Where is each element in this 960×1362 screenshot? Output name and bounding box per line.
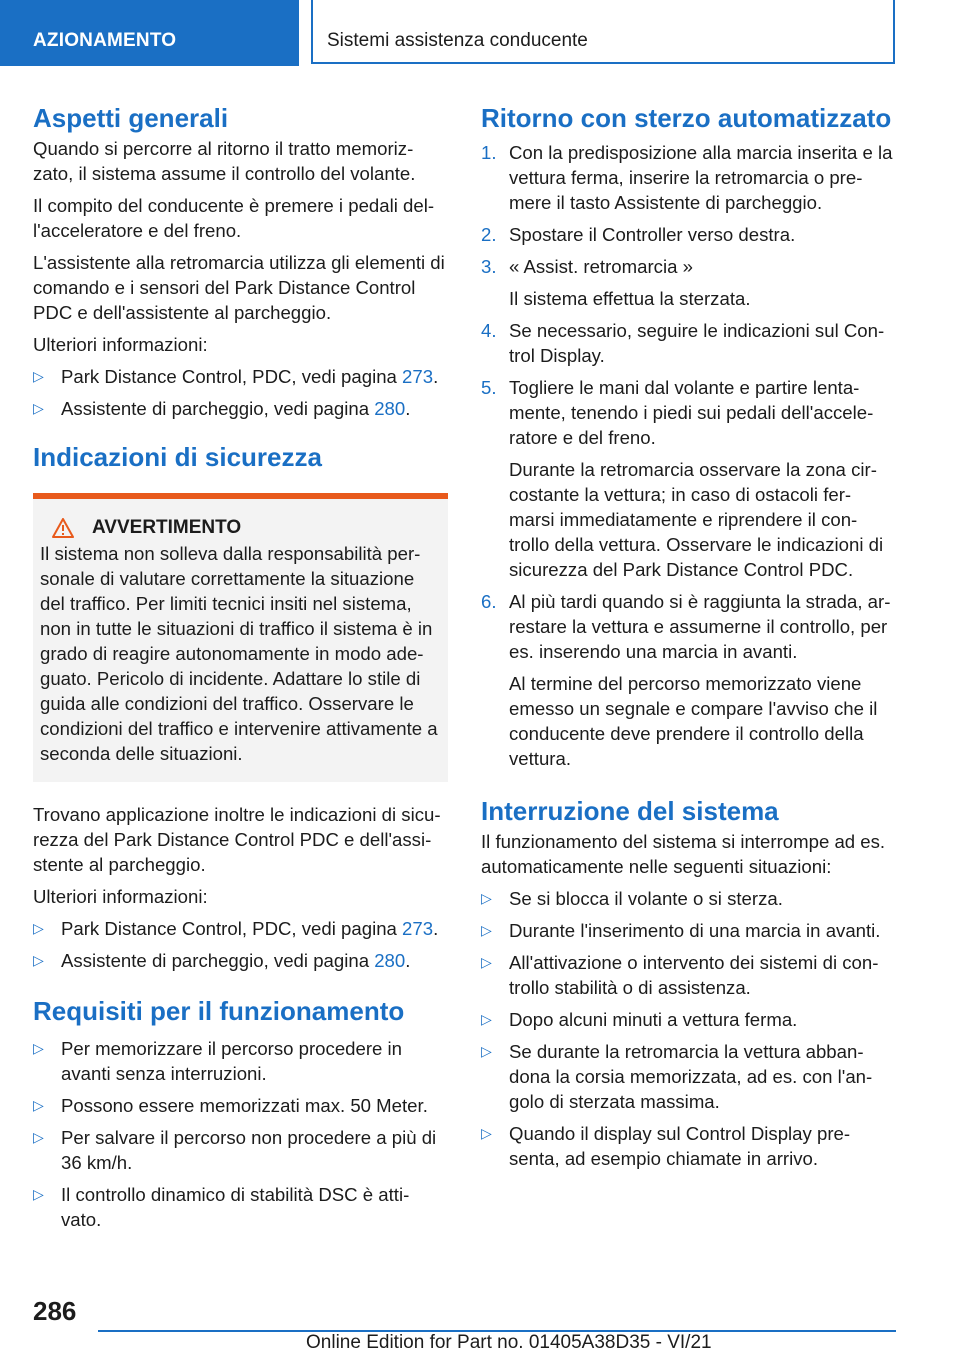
warning-title: AVVERTIMENTO — [92, 517, 242, 538]
bullet-icon: ▷ — [481, 1125, 492, 1141]
heading-aspetti-generali: Aspetti generali — [33, 103, 229, 133]
paragraph: Trovano applicazione inoltre le indicazioni di sicu-rezza del Park Distance Control PDC e dell'assi-stente al parcheggio. — [33, 804, 441, 875]
bullet-icon: ▷ — [33, 952, 44, 968]
section-tab: AZIONAMENTO — [0, 0, 299, 66]
list-item: ▷ Assistente di parcheggio, vedi pagina 280. — [33, 398, 411, 419]
warning-text: Il sistema non solleva dalla responsabilità per-sonale di valutare correttamente la situazione del traffico. Per limiti tecnici insiti nel sistema, non in tutte le situazioni di traffico il sistema è in grado di reagire autonomamente in modo ade-guato. Pericolo di incidente. Adattare lo stile di guida alle condizioni del traffico. Osservare le condizioni del traffico e intervenire attivamente a seconda delle situazioni. — [40, 543, 438, 764]
step-item: 4. Se necessario, seguire le indicazioni sul Con-trol Display. — [481, 320, 885, 366]
requirements-list — [33, 1036, 448, 1232]
bullet-icon: ▷ — [33, 1186, 44, 1202]
step-extra: Al termine del percorso memorizzato viene emesso un segnale e compare l'avviso che il conducente deve prendere il controllo della vettura. — [509, 673, 878, 769]
heading-indicazioni-sicurezza: Indicazioni di sicurezza — [33, 442, 322, 472]
more-info-label: Ulteriori informazioni: — [33, 334, 208, 355]
bullet-icon: ▷ — [33, 920, 44, 936]
heading-interruzione: Interruzione del sistema — [481, 796, 779, 826]
bullet-icon: ▷ — [481, 954, 492, 970]
bullet-icon: ▷ — [33, 368, 44, 384]
page-link[interactable]: 280 — [374, 950, 406, 971]
page-number: 286 — [33, 1296, 77, 1326]
list-item: ▷ Quando il display sul Control Display pre-senta, ad esempio chiamate in arrivo. — [481, 1123, 851, 1169]
bullet-icon: ▷ — [481, 890, 492, 906]
bullet-icon: ▷ — [481, 922, 492, 938]
paragraph: Il compito del conducente è premere i pedali del-l'acceleratore e del freno. — [33, 195, 435, 241]
step-number: 4. — [481, 320, 497, 341]
list-item: ▷ Park Distance Control, PDC, vedi pagina 273. — [33, 918, 439, 939]
step-number: 5. — [481, 377, 497, 398]
page-header — [0, 0, 960, 66]
bullet-icon: ▷ — [481, 1043, 492, 1059]
list-item: ▷ All'attivazione o intervento dei sistemi di con-trollo stabilità o di assistenza. — [481, 952, 879, 998]
step-item: 2. Spostare il Controller verso destra. — [481, 224, 796, 245]
list-item: ▷ Possono essere memorizzati max. 50 Meter. — [33, 1095, 428, 1116]
left-column — [33, 100, 448, 1232]
bullet-icon: ▷ — [33, 400, 44, 416]
heading-ritorno-sterzo: Ritorno con sterzo automatizzato — [481, 103, 892, 133]
list-item: ▷ Per salvare il percorso non procedere a più di 36 km/h. — [33, 1127, 437, 1173]
page-link[interactable]: 273 — [402, 366, 434, 387]
paragraph: L'assistente alla retromarcia utilizza gli elementi di comando e i sensori del Park Distance Control PDC e dell'assistente al parcheggio. — [33, 252, 445, 323]
page-link[interactable]: 280 — [374, 398, 406, 419]
more-info-list — [33, 364, 448, 421]
edition-note: Online Edition for Part no. 01405A38D35 - VI/21 — [306, 1332, 712, 1353]
chapter-title: Sistemi assistenza conducente — [311, 0, 895, 64]
step-item: 1. Con la predisposizione alla marcia inserita e la vettura ferma, inserire la retromarcia o pre-mere il tasto Assistente di parcheggio. — [481, 142, 893, 213]
interruption-list — [481, 886, 896, 1171]
right-column — [481, 100, 896, 1171]
heading-requisiti: Requisiti per il funzionamento — [33, 996, 405, 1026]
more-info-label: Ulteriori informazioni: — [33, 886, 208, 907]
list-item: ▷ Se si blocca il volante o si sterza. — [481, 888, 783, 909]
step-item: 6. Al più tardi quando si è raggiunta la strada, ar-restare la vettura e assumerne il controllo, per es. inserendo una marcia in avanti. Al termine del percorso memorizzato viene emesso un segnale e compare l'avviso che il conducente deve prendere il controllo della vettura. — [481, 589, 896, 771]
step-number: 2. — [481, 224, 497, 245]
more-info-list — [33, 916, 448, 973]
list-item: ▷ Il controllo dinamico di stabilità DSC è atti-vato. — [33, 1184, 410, 1230]
bullet-icon: ▷ — [33, 1040, 44, 1056]
list-item: ▷ Durante l'inserimento di una marcia in avanti. — [481, 920, 881, 941]
step-number: 3. — [481, 256, 497, 277]
step-item: 5. Togliere le mani dal volante e partire lenta-mente, tenendo i piedi sui pedali dell'accele-ratore e del freno. Durante la retromarcia osservare la zona cir-costante la vettura; in caso di ostacoli fer-marsi immediatamente e riprendere il con-trollo della vettura. Osservare le indicazioni di sicurezza del Park Distance Control PDC. — [481, 375, 896, 582]
bullet-icon: ▷ — [481, 1011, 492, 1027]
list-item: ▷ Per memorizzare il percorso procedere in avanti senza interruzioni. — [33, 1038, 403, 1084]
step-number: 1. — [481, 142, 497, 163]
list-item: ▷ Assistente di parcheggio, vedi pagina 280. — [33, 950, 411, 971]
list-item: ▷ Se durante la retromarcia la vettura abban-dona la corsia memorizzata, ad es. con l'an-golo di sterzata massima. — [481, 1041, 873, 1112]
step-extra: Durante la retromarcia osservare la zona cir-costante la vettura; in caso di ostacoli fer-marsi immediatamente e riprendere il con-trollo della vettura. Osservare le indicazioni di sicurezza del Park Distance Control PDC. — [509, 459, 884, 580]
paragraph: Quando si percorre al ritorno il tratto memoriz-zato, il sistema assume il controllo del volante. — [33, 138, 416, 184]
list-item: ▷ Dopo alcuni minuti a vettura ferma. — [481, 1009, 798, 1030]
warning-triangle-icon — [52, 518, 74, 538]
bullet-icon: ▷ — [33, 1097, 44, 1113]
step-number: 6. — [481, 591, 497, 612]
warning-header — [40, 515, 440, 541]
warning-box — [33, 493, 448, 782]
step-item: 3. « Assist. retromarcia » Il sistema effettua la sterzata. — [481, 254, 896, 311]
bullet-icon: ▷ — [33, 1129, 44, 1145]
paragraph: Il funzionamento del sistema si interrompe ad es. automaticamente nelle seguenti situazioni: — [481, 831, 886, 877]
step-extra: Il sistema effettua la sterzata. — [509, 288, 751, 309]
page-link[interactable]: 273 — [402, 918, 434, 939]
list-item: ▷ Park Distance Control, PDC, vedi pagina 273. — [33, 366, 439, 387]
steps-list — [481, 140, 896, 771]
